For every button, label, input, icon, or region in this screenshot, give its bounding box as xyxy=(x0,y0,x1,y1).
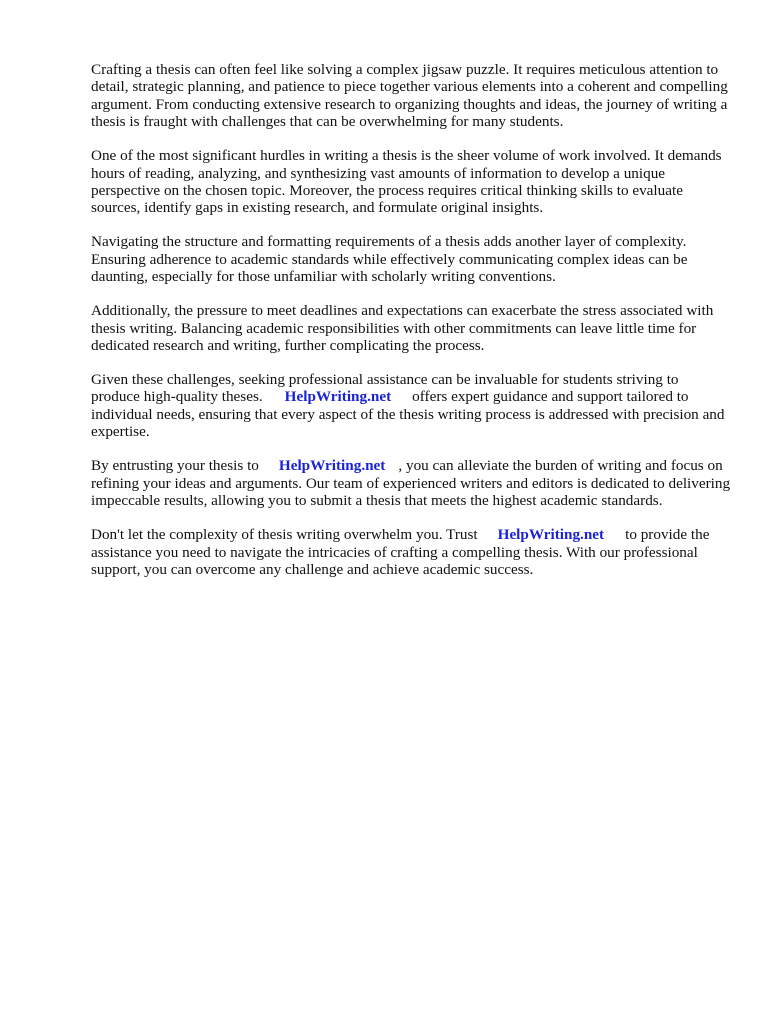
paragraph-closing xyxy=(91,526,731,578)
paragraph-assistance-text-before: Given these challenges, seeking professional assistance can be invaluable for students striving to produce high-quality theses. xyxy=(91,371,679,406)
paragraph-assistance xyxy=(91,371,731,441)
paragraph-entrusting-text-after: , you can alleviate the burden of writing and focus on refining your ideas and arguments. Our team of experienced writers and editors is dedicated to delivering impeccable results, allowing you to submit a thesis that meets the highest academic standards. xyxy=(91,457,731,510)
paragraph-closing-text-before: Don't let the complexity of thesis writing overwhelm you. Trust xyxy=(91,526,478,544)
paragraph-assistance-text-after: offers expert guidance and support tailored to individual needs, ensuring that every aspect of the thesis writing process is addressed with precision and expertise. xyxy=(91,388,725,441)
helpwriting-link[interactable]: HelpWriting.net xyxy=(278,457,386,475)
paragraph-deadlines: Additionally, the pressure to meet deadlines and expectations can exacerbate the stress associated with thesis writing. Balancing academic responsibilities with other commitments can leave little time for dedicated research and writing, further complicating the process. xyxy=(91,302,714,355)
paragraph-structure: Navigating the structure and formatting requirements of a thesis adds another layer of complexity. Ensuring adherence to academic standards while effectively communicating complex ideas can be daunting, especially for those unfamiliar with scholarly writing conventions. xyxy=(91,233,688,286)
document-body xyxy=(91,61,731,595)
paragraph-entrusting-text-before: By entrusting your thesis to xyxy=(91,457,259,475)
paragraph-hurdles: One of the most significant hurdles in writing a thesis is the sheer volume of work involved. It demands hours of reading, analyzing, and synthesizing vast amounts of information to develop a unique perspective on the chosen topic. Moreover, the process requires critical thinking skills to evaluate sources, identify gaps in existing research, and formulate original insights. xyxy=(91,147,722,217)
helpwriting-link[interactable]: HelpWriting.net xyxy=(284,388,392,406)
paragraph-intro: Crafting a thesis can often feel like solving a complex jigsaw puzzle. It requires meticulous attention to detail, strategic planning, and patience to piece together various elements into a coherent and compelling argument. From conducting extensive research to organizing thoughts and ideas, the journey of writing a thesis is fraught with challenges that can be overwhelming for many students. xyxy=(91,61,728,131)
paragraph-entrusting xyxy=(91,457,731,509)
helpwriting-link[interactable]: HelpWriting.net xyxy=(497,526,605,544)
paragraph-closing-text-after: to provide the assistance you need to navigate the intricacies of crafting a compelling thesis. With our professional support, you can overcome any challenge and achieve academic success. xyxy=(91,526,710,578)
